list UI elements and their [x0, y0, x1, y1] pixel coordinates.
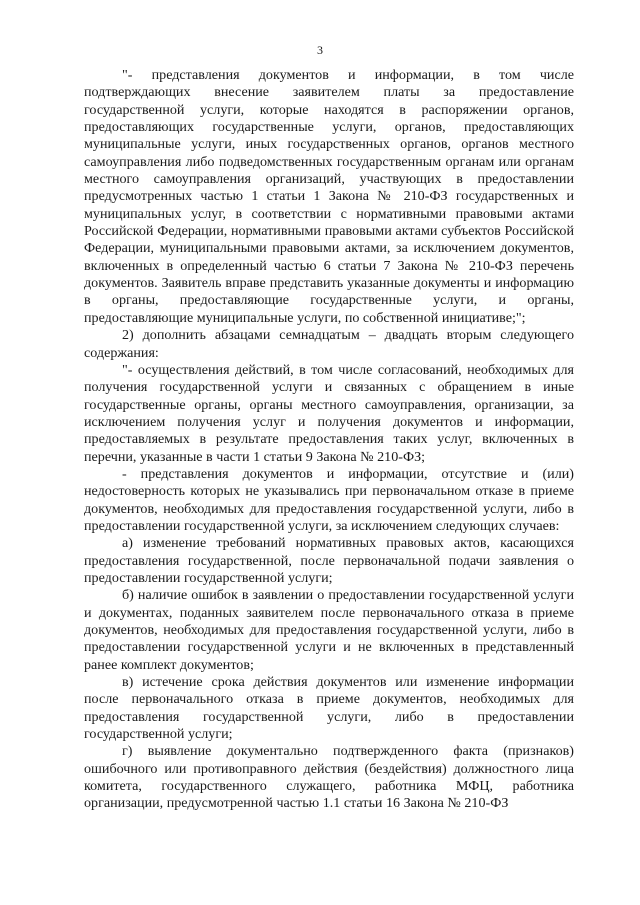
- paragraph-actions-approvals: "- осуществления действий, в том числе согласований, необходимых для получения государственной услуги и связанных с обращением в иные государственные органы, органы местного самоуправления, организации, за исключением получения услуг и получения документов и информации, предоставляемых в результате предоставления таких услуг, включенных в перечни, указанные в части 1 статьи 9 Закона № 210-ФЗ;: [84, 361, 574, 465]
- document-body: [84, 67, 574, 813]
- paragraph-documents-information: "- представления документов и информации, в том числе подтверждающих внесение заявителем платы за предоставление государственной услуги, которые находятся в распоряжении органов, предоставляющих государственные услуги, органов, предоставляющих муниципальные услуги, иных государственных органов, органов местного самоуправления либо подведомственных государственным органам или органам местного самоуправления организаций, участвующих в предоставлении предусмотренных частью 1 статьи 1 Закона № 210-ФЗ государственных и муниципальных услуг, в соответствии с нормативными правовыми актами Российской Федерации, нормативными правовыми актами субъектов Российской Федерации, муниципальными правовыми актами, за исключением документов, включенных в определенный частью 6 статьи 7 Закона № 210-ФЗ перечень документов. Заявитель вправе представить указанные документы и информацию в органы, предоставляющие государственные услуги, и органы, предоставляющие муниципальные услуги, по собственной инициативе;";: [84, 67, 574, 326]
- paragraph-case-a: а) изменение требований нормативных правовых актов, касающихся предоставления государственной, после первоначальной подачи заявления о предоставлении государственной услуги;: [84, 535, 574, 586]
- paragraph-case-b: б) наличие ошибок в заявлении о предоставлении государственной услуги и документах, поданных заявителем после первоначального отказа в приеме документов, необходимых для предоставления государственной услуги, либо в предоставлении государственной услуги и не включенных в представленный ранее комплект документов;: [84, 587, 574, 673]
- paragraph-documents-not-indicated: - представления документов и информации, отсутствие и (или) недостоверность которых не указывались при первоначальном отказе в приеме документов, необходимых для предоставления государственной услуги, либо в предоставлении государственной услуги, за исключением следующих случаев:: [84, 465, 574, 534]
- page-number: 3: [317, 43, 323, 57]
- paragraph-case-g: г) выявление документально подтвержденного факта (признаков) ошибочного или противоправного действия (бездействия) должностного лица комитета, государственного служащего, работника МФЦ, работника организации, предусмотренной частью 1.1 статьи 16 Закона № 210-ФЗ: [84, 743, 574, 812]
- paragraph-case-v: в) истечение срока действия документов или изменение информации после первоначального отказа в приеме документов, необходимых для предоставления государственной услуги, либо в предоставлении государственной услуги;: [84, 674, 574, 743]
- paragraph-amendment-item-2: 2) дополнить абзацами семнадцатым – двадцать вторым следующего содержания:: [84, 327, 574, 361]
